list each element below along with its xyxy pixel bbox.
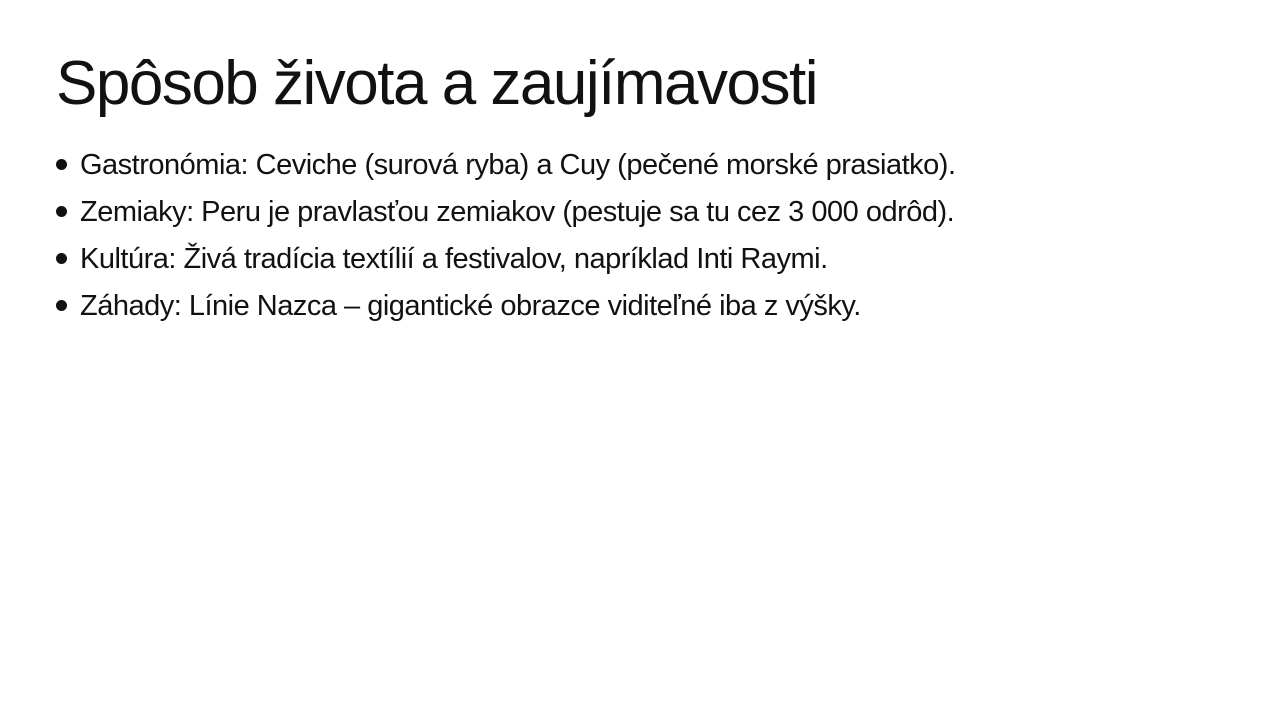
bullet-text: Záhady: Línie Nazca – gigantické obrazce viditeľné iba z výšky.	[80, 290, 861, 322]
bullet-text: Zemiaky: Peru je pravlasťou zemiakov (pestuje sa tu cez 3 000 odrôd).	[80, 196, 955, 228]
bullet-item	[56, 142, 1226, 189]
bullet-dot	[56, 253, 67, 264]
bullet-item	[56, 189, 1226, 236]
bullet-dot	[56, 300, 67, 311]
bullet-text: Gastronómia: Ceviche (surová ryba) a Cuy (pečené morské prasiatko).	[80, 149, 956, 181]
bullet-list	[56, 142, 1226, 330]
bullet-dot	[56, 159, 67, 170]
bullet-item	[56, 283, 1226, 330]
slide-title: Spôsob života a zaujímavosti	[56, 49, 817, 118]
bullet-text: Kultúra: Živá tradícia textílií a festivalov, napríklad Inti Raymi.	[80, 243, 828, 275]
bullet-item	[56, 236, 1226, 283]
bullet-dot	[56, 206, 67, 217]
